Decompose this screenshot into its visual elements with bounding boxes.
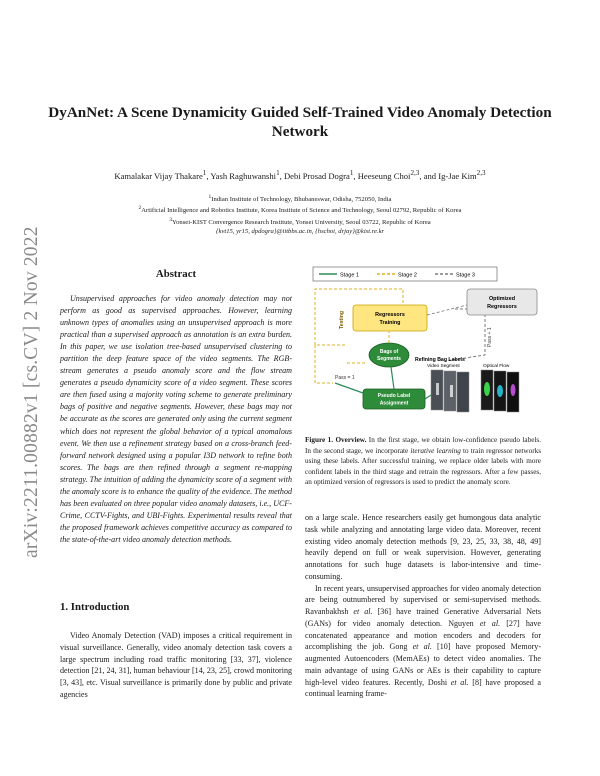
- author-affil-sup: 1: [349, 169, 354, 177]
- author-name: Yash Raghuwanshi: [210, 170, 277, 181]
- svg-text:Assignment: Assignment: [379, 400, 409, 407]
- paragraph: on a large scale. Hence researchers easily get humongous data analytic task while analyzing and annotating large video data. Moreover, recent existing video anomaly detection methods [9, 23, 25, 33, 38, 48, 49] heavily depend on full or weak supervision. However, generating annotations for such huge datasets is labor-intensive and time-consuming.: [305, 513, 541, 581]
- author-affil-sup: 1: [202, 169, 207, 177]
- right-column-text: [305, 512, 541, 700]
- affiliation-line: $^3$Yonsei-KIST Convergence Research Institute, Yonsei University, Seoul 03722, Republic of Korea: [169, 216, 431, 226]
- title-line-1: DyAnNet: A Scene Dynamicity Guided Self-Trained Video Anomaly Detection: [48, 104, 552, 121]
- author-list: Kamalakar Vijay Thakare$^1$, Yash Raghuwanshi$^1$, Debi Prosad Dogra$^1$, Heeseung Choi$^{2,3}$, and Ig-Jae Kim$^{2,3}$: [114, 169, 486, 181]
- author-name: Kamalakar Vijay Thakare: [114, 170, 203, 181]
- legend-stage-1: Stage 1: [340, 272, 359, 279]
- author-affil-sup: 2,3: [476, 169, 486, 177]
- bags-of-segments-node: [369, 343, 409, 367]
- introduction-heading: 1. Introduction: [60, 601, 130, 613]
- author-name: Ig-Jae Kim: [438, 170, 477, 181]
- title-line-2: Network: [271, 123, 329, 140]
- regressor-training-box: [353, 305, 427, 331]
- author-name: Debi Prosad Dogra: [283, 170, 350, 181]
- affiliation-line: $^1$Indian Institute of Technology, Bhubaneswar, Odisha, 752050, India: [208, 194, 392, 204]
- refining-bag-labels-label: Refining Bag Labels: [415, 357, 465, 363]
- introduction-text: Video Anomaly Detection (VAD) imposes a critical requirement in visual surveillance. Generally, video anomaly detection task covers a large spectrum including road traffic monitoring [33, 37], violence detection [21, 24, 31], human behaviour [14, 23, 25], crowd monitoring [3, 43], etc. Visual surveillance is primarily done by public and private agencies: [60, 631, 292, 699]
- video-segment-label: Video Segment: [427, 364, 460, 369]
- optical-flow-thumbnails: [481, 370, 519, 412]
- affiliation-line: $^2$Artificial Intelligence and Robotics Institute, Korea Institute of Science and Technology, Seoul 02792, Republic of Korea: [138, 205, 462, 215]
- svg-text:Optimized: Optimized: [488, 296, 516, 302]
- arxiv-identifier-stamp: [8, 200, 48, 560]
- svg-text:Training: Training: [379, 320, 401, 326]
- abstract-heading: Abstract: [155, 268, 197, 280]
- legend-stage-3: Stage 3: [456, 272, 475, 279]
- regressor-training-label: Regressors: [375, 312, 405, 318]
- arxiv-id-text: arXiv:2211.00882v1 [cs.CV] 2 Nov 2022: [21, 226, 42, 558]
- figure-1-overview-diagram: [305, 265, 541, 430]
- pass-plus-1-label: Pass + 1: [487, 327, 493, 347]
- paper-title: [40, 103, 560, 141]
- abstract-text: Unsupervised approaches for video anomaly detection may not perform as good as supervised approaches. However, learning unknown types of anomalies using an unsupervised approach is more practical than a supervised approach as annotation is an extra burden. In this paper, we use isolation tree-based unsupervised clustering to partition the deep feature space of the video segments. The RGB- stream generates a pseudo anomaly score and the flow stream generates a pseudo dynamicity score of a video segment. These scores are then fused using a majority voting scheme to generate preliminary bags of positive and negative segments. However, these bags may not be accurate as the scores are generated only using the current segment which does not represent the global behavior of a typical anomalous event. We then use a refinement strategy based on a cross-branch feed-forward network designed using a popular I3D network to refine both scores. The bags are then refined through a segment re-mapping strategy. The intuition of adding the dynamicity score of a segment with the anomaly score is to enhance the quality of the evidence. The method has been evaluated on three popular video anomaly datasets, i.e., UCF-Crime, CCTV-Fights, and UBI-Fights. Experimental results reveal that the proposed framework achieves competitive accuracy as compared to the state-of-the-art video anomaly detection methods.: [60, 294, 292, 544]
- author-name: Heeseung Choi: [357, 170, 411, 181]
- testing-label: Testing: [339, 310, 345, 329]
- author-affil-sup: 2,3: [410, 169, 420, 177]
- affiliation-list: [60, 193, 540, 236]
- svg-text:Segments: Segments: [377, 356, 401, 362]
- email-line: {kvt15, yr15, dpdogra}@iitbbs.ac.in, {hschoi, drjay}@kist.re.kr: [215, 228, 385, 236]
- paragraph: In recent years, unsupervised approaches for video anomaly detection are being outnumbered by supervised or semi-supervised methods. Ravanbakhsh et al. [36] have trained Generative Adversarial Nets (GANs) for video anomaly detection. Nguyen et al. [27] have concatenated appearance and motion encoders and decoders for accomplishing the job. Gong et al. [10] have proposed Memory-augmented Autoencoders (MemAEs) to detect video anomalies. The main advantage of using GANs or AEs is their capability to capture high-level video features. Recently, Doshi et al. [8] have proposed a continual learning frame-: [305, 583, 542, 699]
- figure-1-caption: Figure 1. Overview. In the first stage, we obtain low-confidence pseudo labels. In the second stage, we incorporate iterative learning to train regressor networks using these labels. After successful training, we replace older labels with more confident labels in the third stage and retrain the regressors. After a few passes, an optimized version of regressors is used to predict the anomaly score.: [305, 436, 541, 487]
- figure-legend: [313, 267, 497, 281]
- svg-text:Regressors: Regressors: [487, 304, 517, 310]
- author-affil-sup: 1: [276, 169, 280, 177]
- pass-eq-1-label: Pass = 1: [335, 375, 355, 381]
- video-segment-thumbnails: [431, 370, 469, 412]
- optimized-regressors-box: [467, 289, 537, 315]
- legend-stage-2: Stage 2: [398, 272, 417, 279]
- svg-text:Pseudo Label: Pseudo Label: [377, 393, 411, 399]
- caption-label: Figure 1. Overview.: [305, 436, 367, 444]
- optical-flow-label: Optical Flow: [483, 364, 510, 369]
- svg-text:Bags of: Bags of: [379, 349, 399, 355]
